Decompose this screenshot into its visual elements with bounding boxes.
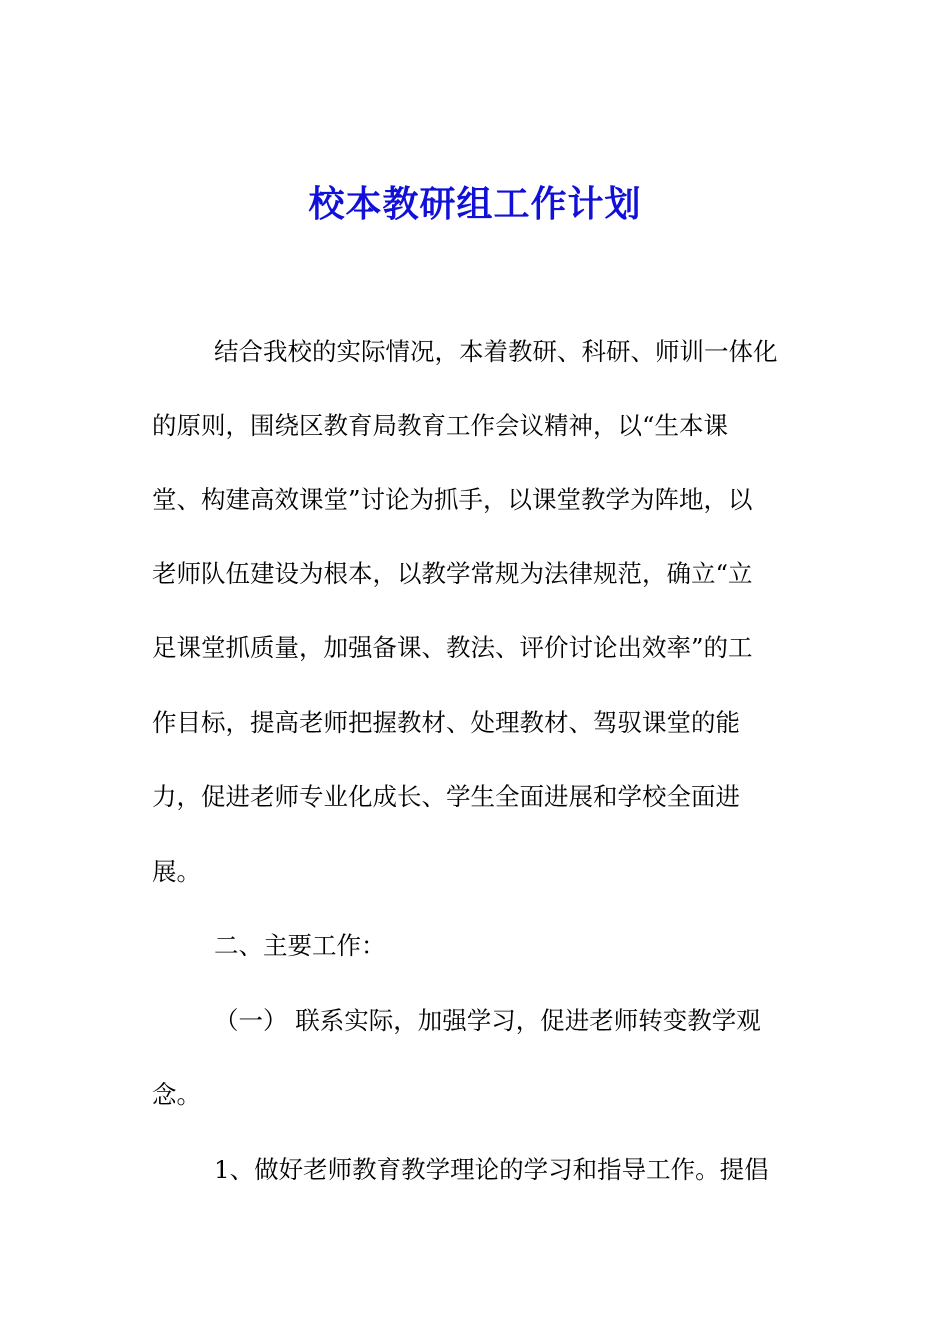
paragraph-line: 力，促进老师专业化成长、学生全面进展和学校全面进 — [152, 782, 740, 811]
paragraph-line: 的原则，围绕区教育局教育工作会议精神，以“生本课 — [152, 411, 729, 440]
list-item: 1、做好老师教育教学理论的学习和指导工作。提倡 — [214, 1155, 769, 1184]
paragraph-line: 堂、构建高效课堂”讨论为抓手，以课堂教学为阵地，以 — [152, 485, 753, 514]
paragraph-line: 展。 — [152, 857, 201, 886]
paragraph-line: 足课堂抓质量，加强备课、教法、评价讨论出效率”的工 — [152, 633, 753, 662]
subsection-heading: （一） 联系实际，加强学习，促进老师转变教学观 — [214, 1006, 761, 1035]
paragraph-line: 作目标，提高老师把握教材、处理教材、驾驭课堂的能 — [152, 708, 740, 737]
paragraph-line: 老师队伍建设为根本，以教学常规为法律规范，确立“立 — [152, 559, 753, 588]
document-title: 校本教研组工作计划 — [308, 183, 642, 225]
paragraph-line: 念。 — [152, 1080, 201, 1109]
paragraph-line: 结合我校的实际情况，本着教研、科研、师训一体化 — [214, 337, 778, 366]
section-heading: 二、主要工作： — [214, 931, 386, 960]
